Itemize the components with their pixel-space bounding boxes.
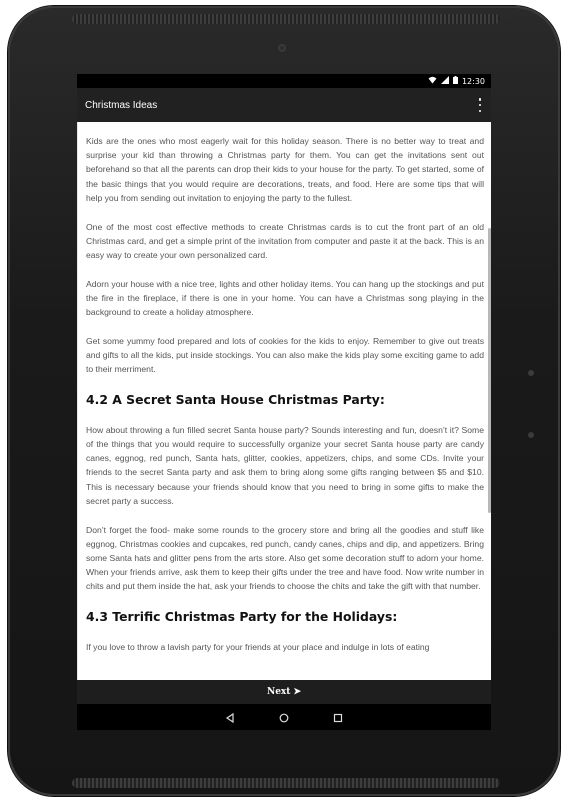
section-heading: 4.3 Terrific Christmas Party for the Holidays: <box>86 609 398 625</box>
article-body <box>78 122 491 654</box>
next-label: Next <box>266 687 291 697</box>
article-paragraph: Kids are the ones who most eagerly wait for this holiday season. There is no better way to treat and surprise your kid than throwing a Christmas party for them. You can get the invitations sent out beforehand so that all the parents can drop their kids to your house for the party. To get started, some of the basic things that you would require are decorations, treats, and food. Here are some tips that will help you from sending out invitation to enjoying the party to the fullest. <box>86 136 484 203</box>
article-paragraph: One of the most cost effective methods to create Christmas cards is to cut the front part of an old Christmas card, and get a simple print of the invitation from computer and paste it at the back. This is an easy way to create your own personalized card. <box>86 221 484 260</box>
section-heading: 4.2 A Secret Santa House Christmas Party: <box>86 391 385 407</box>
signal-icon <box>441 76 449 86</box>
sensor-dot <box>528 432 534 438</box>
overflow-menu-icon[interactable] <box>478 98 482 112</box>
article-paragraph: Don’t forget the food- make some rounds to the grocery store and bring all the goodies and stuff like eggnog, Christmas cookies and cupcakes, red punch, candy canes, chips and dip, and appetizers. Bring some Santa hats and glitter pens from the arts store. Also get some decoration stuff to adorn your home. When your friends arrive, ask them to keep their gifts under the tree and have food. Now write number in chits and put them inside the hat, ask your friends to choose the chits and take the gift with that number. <box>86 524 484 592</box>
device-screen <box>77 74 491 730</box>
recents-icon[interactable] <box>333 708 343 727</box>
next-button[interactable] <box>77 680 491 704</box>
article-scroll-view[interactable] <box>77 122 491 680</box>
app-bar <box>77 88 491 122</box>
bottom-speaker-grille <box>72 778 500 788</box>
arrow-right-icon: ➤ <box>293 687 302 697</box>
status-bar <box>77 74 491 88</box>
article-paragraph: Adorn your house with a nice tree, lights and other holiday items. You can hang up the stockings and put the fire in the fireplace, if there is one in your home. You can have a Christmas song playing in the background to create a holiday atmosphere. <box>86 278 484 318</box>
article-paragraph: If you love to throw a lavish party for your friends at your place and indulge in lots of eating <box>86 642 430 653</box>
back-icon[interactable] <box>225 708 235 727</box>
scrollbar[interactable] <box>488 228 491 513</box>
app-title: Christmas Ideas <box>85 99 158 111</box>
battery-icon <box>453 76 458 86</box>
status-time: 12:30 <box>461 76 485 86</box>
front-camera <box>278 44 286 52</box>
wifi-icon <box>428 76 437 86</box>
home-icon[interactable] <box>279 708 289 727</box>
article-paragraph: Get some yummy food prepared and lots of cookies for the kids to enjoy. Remember to give out treats and gifts to all the kids, put inside stockings. You can also make the kids play some exciting game to add to their merriment. <box>86 335 484 375</box>
top-speaker-grille <box>72 14 500 24</box>
article-paragraph: How about throwing a fun filled secret Santa house party? Sounds interesting and fun, doesn’t it? Some of the things that you would require to successfully organize your secret Santa house party are candy canes, eggnog, red punch, Santa hats, glitter, cookies, appetizers, chips, and some CDs. Invite your friends to the secret Santa party and ask them to bring along some gifts ranging between $5 and $10. This is necessary because your friends should know that you need to bring in some gifts to make the secret party a success. <box>86 424 484 506</box>
system-navigation-bar <box>77 704 491 730</box>
sensor-dot <box>528 370 534 376</box>
